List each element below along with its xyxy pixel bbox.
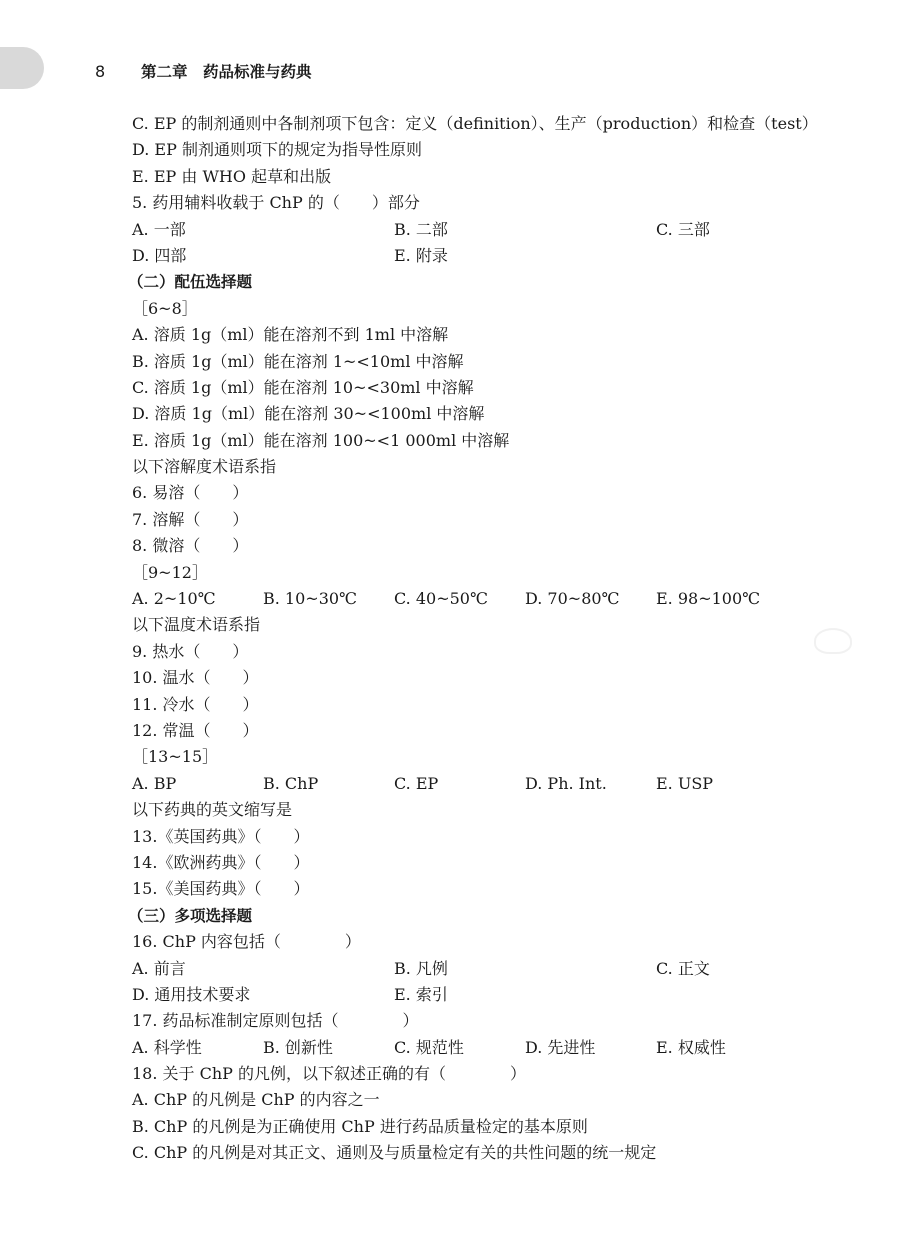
question-17-stem: 17. 药品标准制定原则包括（ ） <box>132 1011 419 1031</box>
option: E. 溶质 1g（ml）能在溶剂 100~<1 000ml 中溶解 <box>132 430 510 450</box>
option: A. 前言 <box>132 958 186 978</box>
group-stem: 以下溶解度术语系指 <box>132 457 277 477</box>
option: A. 一部 <box>132 219 186 239</box>
options-row <box>132 982 832 1008</box>
group-stem: 以下温度术语系指 <box>132 615 261 635</box>
option: D. Ph. Int. <box>525 773 607 793</box>
question: 8. 微溶（ ） <box>132 536 249 556</box>
question-5-options-row <box>132 243 832 269</box>
question-5-options-row <box>132 217 832 243</box>
page-edge-tab <box>0 47 44 89</box>
option: C. 40~50℃ <box>394 589 488 609</box>
option: C. 规范性 <box>394 1037 464 1057</box>
text-line: D. EP 制剂通则项下的规定为指导性原则 <box>132 140 422 160</box>
option: E. 98~100℃ <box>656 589 761 609</box>
option: C. ChP 的凡例是对其正文、通则及与质量检定有关的共性问题的统一规定 <box>132 1143 657 1163</box>
question: 12. 常温（ ） <box>132 720 259 740</box>
option: B. 10~30℃ <box>263 589 357 609</box>
page-header <box>95 58 312 84</box>
question: 9. 热水（ ） <box>132 641 249 661</box>
option: B. 创新性 <box>263 1037 333 1057</box>
option: C. 三部 <box>656 219 710 239</box>
options-row <box>132 586 832 612</box>
option: B. 溶质 1g（ml）能在溶剂 1~<10ml 中溶解 <box>132 351 464 371</box>
option: B. ChP 的凡例是为正确使用 ChP 进行药品质量检定的基本原则 <box>132 1116 588 1136</box>
group-stem: 以下药典的英文缩写是 <box>132 800 293 820</box>
option: E. USP <box>656 773 714 793</box>
options-row <box>132 1035 832 1061</box>
option: A. ChP 的凡例是 ChP 的内容之一 <box>132 1090 380 1110</box>
question-5-stem: 5. 药用辅料收载于 ChP 的（ ）部分 <box>132 193 420 213</box>
question: 6. 易溶（ ） <box>132 483 249 503</box>
option: E. 权威性 <box>656 1037 726 1057</box>
question: 11. 冷水（ ） <box>132 694 259 714</box>
group-range: ［13~15］ <box>132 747 219 767</box>
question: 15.《美国药典》（ ） <box>132 879 310 899</box>
options-row <box>132 771 832 797</box>
option: D. 70~80℃ <box>525 589 620 609</box>
option: B. ChP <box>263 773 319 793</box>
question: 13.《英国药典》（ ） <box>132 826 310 846</box>
group-range: ［9~12］ <box>132 562 208 582</box>
section-title: （二）配伍选择题 <box>128 273 253 292</box>
option: A. 2~10℃ <box>132 589 216 609</box>
option: D. 溶质 1g（ml）能在溶剂 30~<100ml 中溶解 <box>132 404 485 424</box>
option: B. 凡例 <box>394 958 448 978</box>
page-number: 8 <box>95 61 106 81</box>
option: D. 四部 <box>132 245 187 265</box>
option: C. EP <box>394 773 439 793</box>
chapter-title: 第二章 药品标准与药典 <box>141 63 312 81</box>
option: C. 溶质 1g（ml）能在溶剂 10~<30ml 中溶解 <box>132 377 474 397</box>
option: A. BP <box>132 773 177 793</box>
question: 14.《欧洲药典》（ ） <box>132 852 310 872</box>
option: D. 通用技术要求 <box>132 984 251 1004</box>
option: B. 二部 <box>394 219 448 239</box>
option: A. 科学性 <box>132 1037 202 1057</box>
question: 7. 溶解（ ） <box>132 509 249 529</box>
question-18-stem: 18. 关于 ChP 的凡例，以下叙述正确的有（ ） <box>132 1064 527 1084</box>
question-16-stem: 16. ChP 内容包括（ ） <box>132 932 361 952</box>
option: A. 溶质 1g（ml）能在溶剂不到 1ml 中溶解 <box>132 325 449 345</box>
text-line: C. EP 的制剂通则中各制剂项下包含：定义（definition）、生产（production）和检查（test） <box>132 114 818 133</box>
page-body <box>128 111 832 1167</box>
option: C. 正文 <box>656 958 710 978</box>
option: E. 索引 <box>394 984 448 1004</box>
group-range: ［6~8］ <box>132 298 198 318</box>
text-line: E. EP 由 WHO 起草和出版 <box>132 166 332 186</box>
option: D. 先进性 <box>525 1037 596 1057</box>
options-row <box>132 956 832 982</box>
section-title: （三）多项选择题 <box>128 906 253 925</box>
option: E. 附录 <box>394 245 448 265</box>
question: 10. 温水（ ） <box>132 668 259 688</box>
